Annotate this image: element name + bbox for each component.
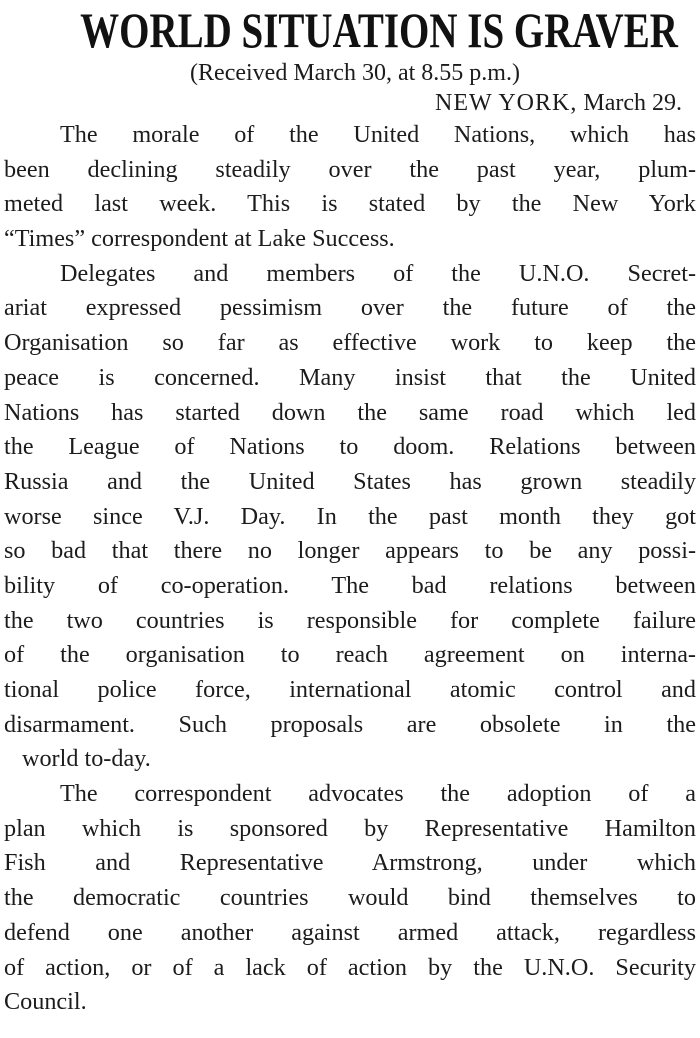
dateline-date: March 29. bbox=[583, 90, 682, 116]
paragraph-line: defend one another against armed attack, regardless bbox=[4, 918, 696, 946]
headline: WORLD SITUATION IS GRAVER bbox=[80, 2, 678, 58]
paragraph-line: Fish and Representative Armstrong, under which bbox=[4, 849, 696, 877]
paragraph-2 bbox=[4, 257, 696, 777]
paragraph-line: plan which is sponsored by Representative Hamilton bbox=[4, 814, 696, 842]
paragraph-line: The morale of the United Nations, which has bbox=[60, 121, 696, 148]
paragraph-line: so bad that there no longer appears to be any possi- bbox=[4, 537, 696, 565]
dateline-city: NEW YORK, bbox=[435, 90, 578, 116]
paragraph-line: meted last week. This is stated by the New York bbox=[4, 190, 696, 218]
paragraph-line: disarmament. Such proposals are obsolete in the bbox=[4, 710, 696, 738]
paragraph-line: worse since V.J. Day. In the past month they got bbox=[4, 502, 696, 530]
paragraph-line: been declining steadily over the past year, plum- bbox=[4, 155, 696, 183]
paragraph-line: the two countries is responsible for complete failure bbox=[4, 606, 696, 634]
paragraph-line: the League of Nations to doom. Relations between bbox=[4, 433, 696, 461]
paragraph-3 bbox=[4, 777, 696, 1020]
paragraph-line: ariat expressed pessimism over the future of the bbox=[4, 294, 696, 322]
paragraph-line: peace is concerned. Many insist that the United bbox=[4, 363, 696, 391]
paragraph-line: bility of co-operation. The bad relations between bbox=[4, 571, 696, 599]
paragraph-line: Nations has started down the same road which led bbox=[4, 398, 696, 426]
paragraph-line: world to-day. bbox=[22, 745, 151, 773]
paragraph-line: Organisation so far as effective work to keep the bbox=[4, 329, 696, 357]
paragraph-line: The correspondent advocates the adoption of a bbox=[60, 780, 696, 808]
paragraph-line: of the organisation to reach agreement on interna- bbox=[4, 641, 696, 669]
received-notice: (Received March 30, at 8.55 p.m.) bbox=[190, 60, 520, 86]
paragraph-line: “Times” correspondent at Lake Success. bbox=[4, 225, 395, 253]
paragraph-line: tional police force, international atomic control and bbox=[4, 676, 696, 703]
paragraph-line: Russia and the United States has grown steadily bbox=[4, 467, 696, 495]
paragraph-1 bbox=[4, 118, 696, 257]
paragraph-line: of action, or of a lack of action by the U.N.O. Security bbox=[4, 953, 696, 981]
paragraph-line: Delegates and members of the U.N.O. Secret- bbox=[60, 259, 696, 287]
paragraph-line: the democratic countries would bind themselves to bbox=[4, 884, 696, 912]
paragraph-line: Council. bbox=[4, 988, 87, 1016]
dateline bbox=[4, 88, 696, 118]
